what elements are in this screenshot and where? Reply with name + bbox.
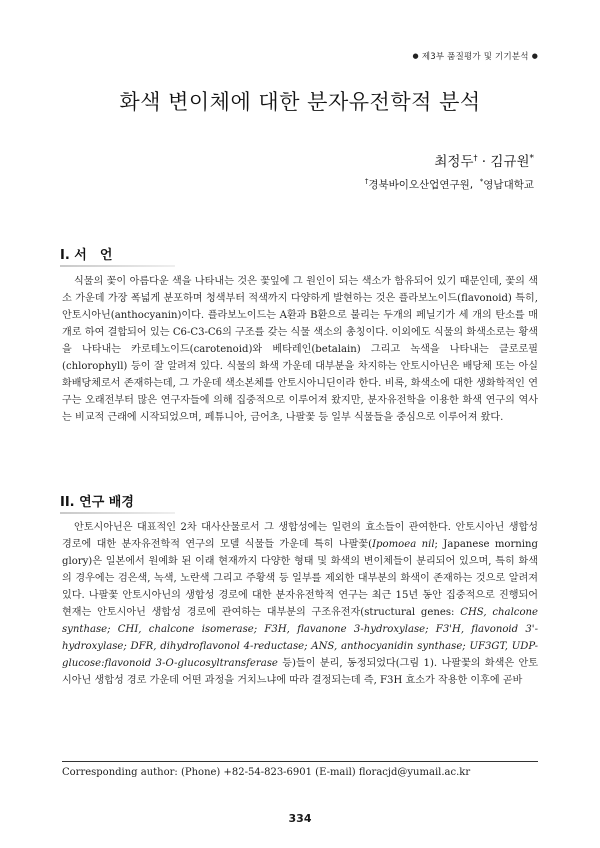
corresponding-author-footnote: Corresponding author: (Phone) +82-54-823-6901 (E-mail) floracjd@yumail.ac.kr	[62, 767, 471, 778]
affiliation-mark: *	[479, 177, 484, 186]
heading-underline	[60, 265, 175, 267]
running-title: 제3부 품질평가 및 기기분석	[421, 52, 529, 62]
section-body-introduction: 식물의 꽃이 아름다운 색을 나타내는 것은 꽃잎에 그 원인이 되는 색소가 함유되어 있기 때문인데, 꽃의 색소 가운데 가장 폭넓게 분포하며 청색부터 적색까지 다양하게 발현하는 것은 플라보노이드(flavonoid) 특히, 안토시아닌(anthocyanin)이다. 플라보노이드는 A환과 B환으로 불리는 두개의 페닐기가 세 개의 탄소를 매개로 하여 결합되어 있는 C6-C3-C6의 구조를 갖는 식물 색소의 총칭이다. 이외에도 식물의 화색소로는 황색을 나타내는 카로테노이드(carotenoid)와 베타레인(betalain) 그리고 녹색을 나타내는 클로로필(chlorophyll) 등이 잘 알려져 있다. 식물의 화색 가운데 대부분을 차지하는 안토시아닌은 배당체 또는 아실화배당체로서 존재하는데, 그 가운데 색소본체를 안토시아니딘이라 한다. 비록, 화색소에 대한 생화학적인 연구는 오래전부터 많은 연구자들에 의해 집중적으로 이루어져 왔지만, 분자유전학을 이용한 화색 연구의 역사는 비교적 근래에 시작되었으며, 페튜니아, 금어초, 나팔꽃 등 일부 식물들을 중심으로 이루어져 왔다.	[62, 276, 538, 423]
footnote-divider	[62, 761, 538, 762]
affiliation-org: 영남대학교	[483, 179, 534, 191]
author-separator: ·	[477, 154, 491, 170]
affiliation-org: 경북바이오산업연구원,	[368, 179, 474, 191]
bullet-icon: ●	[531, 52, 538, 60]
section-heading-background: II. 연구 배경	[60, 491, 134, 510]
paper-title: 화색 변이체에 대한 분자유전학적 분석	[119, 90, 481, 114]
running-header	[413, 50, 538, 62]
section-heading-introduction: I. 서 언	[60, 244, 112, 263]
affiliation-mark: †	[364, 177, 369, 186]
section-body-background: 안토시아닌은 대표적인 2차 대사산물로서 그 생합성에는 일련의 효소들이 관여한다. 안토시아닌 생합성 경로에 대한 분자유전학적 연구의 모델 식물들 가운데 특히 나팔꽃(Ipomoea nil; Japanese morning glory)은 일본에서 원예화 된 이래 현재까지 다양한 형태 및 화색의 변이체들이 분리되어 있으며, 특히 화색의 경우에는 검은색, 녹색, 노란색 그리고 주황색 등 일부를 제외한 대부분의 화색이 존재하는 것으로 알려져 있다. 나팔꽃 안토시아닌의 생합성 경로에 대한 분자유전학적 연구는 최근 15년 동안 집중적으로 진행되어 현재는 안토시아닌 생합성 경로에 관여하는 대부분의 구조유전자(structural genes: CHS, chalcone synthase; CHI, chalcone isomerase; F3H, flavanone 3-hydroxylase; F3'H, flavonoid 3'-hydroxylase; DFR, dihydroflavonol 4-reductase; ANS, anthocyanidin synthase; UF3GT, UDP-glucose:flavonoid 3-O-glucosyltransferase 등)들이 분리, 동정되었다(그림 1). 나팔꽃의 화색은 안토시아닌 생합성 경로 가운데 어떤 과정을 거치느냐에 따라 결정되는데 즉, F3H 효소가 작용한 이후에 곧바	[62, 522, 539, 686]
author-name: 김규원	[490, 154, 530, 170]
page-number: 334	[288, 812, 312, 825]
affiliation-line	[365, 177, 534, 192]
heading-underline	[60, 512, 175, 514]
author-mark: †	[473, 153, 478, 163]
author-line	[434, 150, 534, 170]
author-name: 최정두	[434, 154, 474, 170]
bullet-icon: ●	[412, 52, 419, 60]
author-mark: *	[529, 153, 534, 164]
